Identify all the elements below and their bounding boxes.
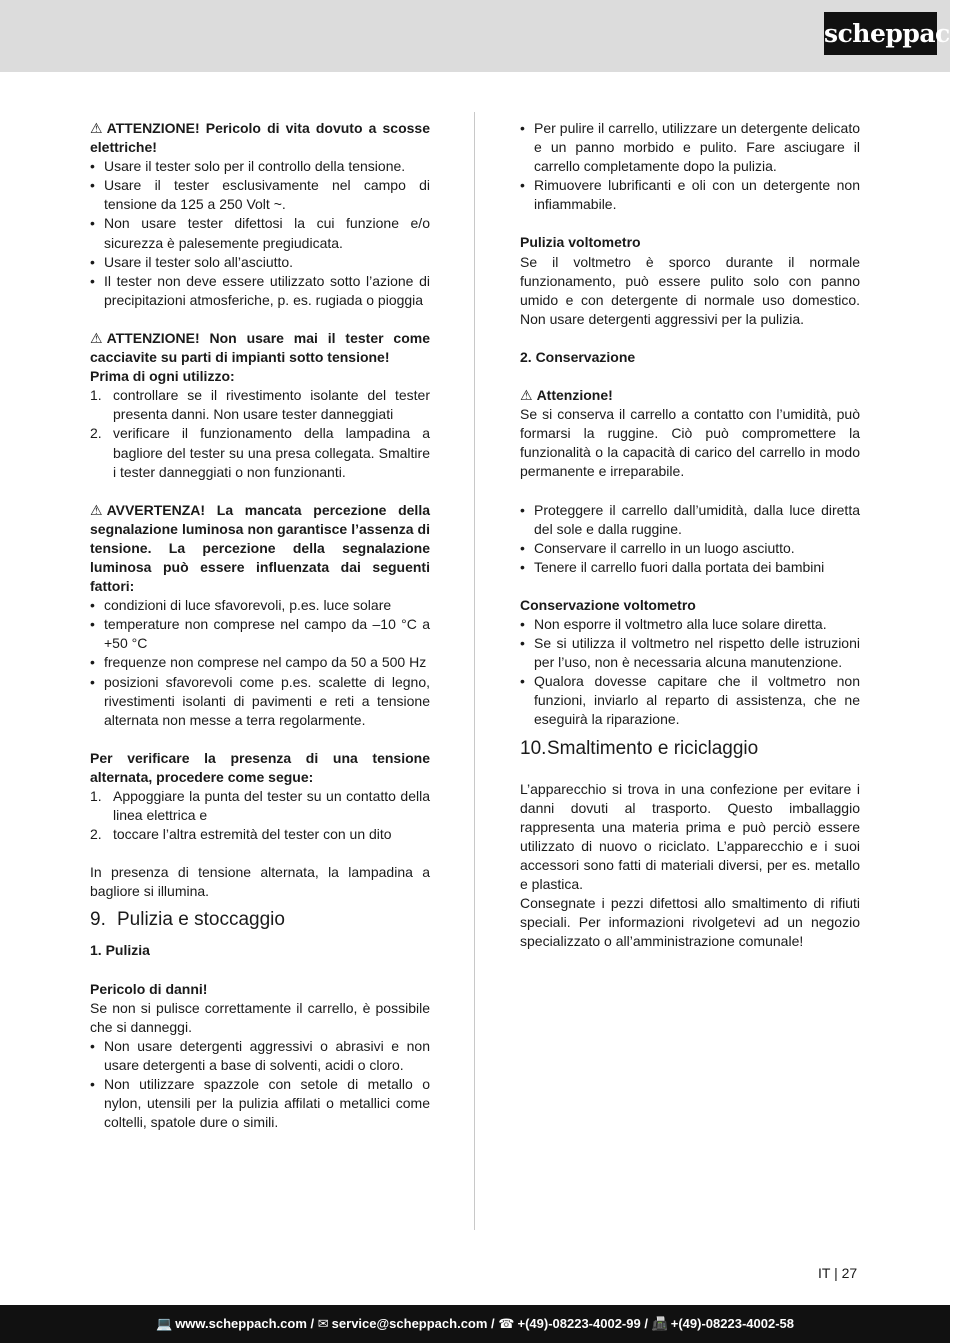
before-use-list — [90, 386, 430, 481]
list-item: • temperature non comprese nel campo da –10 °C a +50 °C — [90, 615, 430, 653]
left-column — [90, 119, 430, 1132]
footer-bar — [0, 1305, 950, 1343]
list-item: 1. Appoggiare la punta del tester su un contatto della linea elettrica e — [90, 788, 430, 824]
cleaning-donts-list — [90, 1037, 430, 1132]
warning-triangle-icon: ⚠ — [520, 387, 533, 404]
list-item: • Usare il tester solo per il controllo della tensione. — [90, 157, 430, 176]
voltmeter-storage-list — [520, 615, 860, 730]
header-bar — [0, 0, 950, 72]
warning-light-signal: ⚠ AVVERTENZA! La mancata percezione della segnalazione luminosa non garantisce l’assenza di tensione. La percezione della segnalazione luminosa può essere influenzata dai seguenti fattori: — [90, 501, 430, 595]
list-item: • Non esporre il voltmetro alla luce solare diretta. — [520, 615, 860, 634]
list-item: • Se si utilizza il voltmetro nel rispetto delle istruzioni per l’uso, non è necessaria alcuna manutenzione. — [520, 634, 860, 672]
list-item: • Non utilizzare spazzole con setole di metallo o nylon, utensili per la pulizia affilati o metallici come coltelli, spatole dure o simili. — [90, 1075, 430, 1132]
voltmeter-cleaning-text: Se il voltmetro è sporco durante il normale funzionamento, può essere pulito solo con panno umido e con detergente di normale uso domestico. Non usare detergenti aggressivi per la pulizia. — [520, 253, 860, 327]
list-item: • Non usare tester difettosi la cui funzione e/o sicurezza è palesemente pregiudicata. — [90, 214, 430, 252]
list-item: • posizioni sfavorevoli come p.es. scalette di legno, rivestimenti isolanti di pavimenti e reti a tensione alternata non messe a terra regolarmente. — [90, 673, 430, 730]
list-item: 1. controllare se il rivestimento isolante del tester presenta danni. Non usare tester danneggiati — [90, 387, 430, 423]
attention-heading: ⚠ Attenzione! — [520, 386, 860, 405]
attention-text: Se si conserva il carrello a contatto con l’umidità, può formarsi la ruggine. Ciò può compromettere la funzionalità o la capacità di carico del carrello in modo permanente e irreparabile. — [520, 406, 860, 480]
disposal-paragraph-1: L’apparecchio si trova in una confezione per evitare i danni dovuti al trasporto. Questo imballaggio rappresenta una materia prima e può perciò essere utilizzato di nuovo o riciclato. L’apparecchio e i suoi accessori sono fatti di materiali diversi, per es. metallo e plastica. — [520, 780, 860, 892]
list-item: 2. toccare l’altra estremità del tester con un dito — [90, 826, 392, 843]
scheppach-logo: scheppach — [824, 12, 937, 55]
verify-voltage-list — [90, 787, 430, 844]
subsection-storage-heading: 2. Conservazione — [520, 348, 636, 365]
list-item: 2. verificare il funzionamento della lampadina a bagliore del tester su una presa collegata. Smaltire i tester danneggiati o non funzionanti. — [90, 425, 430, 480]
computer-icon: 💻 — [156, 1316, 173, 1331]
list-item: • Conservare il carrello in un luogo asciutto. — [520, 539, 860, 558]
list-item: • Rimuovere lubrificanti e oli con un detergente non infiammabile. — [520, 176, 860, 214]
warning-3-list — [90, 596, 430, 730]
before-use-heading: Prima di ogni utilizzo: — [90, 368, 235, 385]
voltmeter-cleaning-heading: Pulizia voltometro — [520, 234, 641, 251]
verify-voltage-heading: Per verificare la presenza di una tensione alternata, procedere come segue: — [90, 749, 430, 785]
section-10-heading: 10.Smaltimento e riciclaggio — [520, 737, 759, 759]
cleaning-dos-list — [520, 119, 860, 214]
phone-number: +(49)-08223-4002-99 / — [517, 1316, 648, 1331]
right-column — [520, 119, 860, 951]
list-item: • Non usare detergenti aggressivi o abrasivi e non usare detergenti a base di solventi, acidi o cloro. — [90, 1037, 430, 1075]
warning-electric-shock: ⚠ ATTENZIONE! Pericolo di vita dovuto a scosse elettriche! — [90, 120, 430, 156]
list-item: • Il tester non deve essere utilizzato sotto l’azione di precipitazioni atmosferiche, p. es. rugiada o pioggia — [90, 272, 430, 310]
storage-list — [520, 501, 860, 577]
list-item: • Usare il tester solo all’asciutto. — [90, 253, 430, 272]
fax-number: +(49)-08223-4002-58 — [670, 1316, 794, 1331]
email-link[interactable]: service@scheppach.com / — [331, 1316, 495, 1331]
phone-icon: ☎ — [498, 1316, 515, 1331]
disposal-paragraph-2: Consegnate i pezzi difettosi allo smaltimento di rifiuti speciali. Per informazioni rivolgetevi ad un negozio specializzato o all’amministrazione comunale! — [520, 895, 860, 950]
list-item: • frequenze non comprese nel campo da 50 a 500 Hz — [90, 653, 430, 672]
page-number: IT | 27 — [818, 1265, 858, 1281]
column-divider — [474, 112, 475, 1230]
section-9-heading: 9. Pulizia e stoccaggio — [90, 909, 285, 931]
warning-screwdriver: ⚠ ATTENZIONE! Non usare mai il tester come cacciavite su parti di impianti sotto tensione! — [90, 329, 430, 366]
damage-danger-heading: Pericolo di danni! — [90, 980, 208, 997]
website-link[interactable]: www.scheppach.com / — [175, 1316, 315, 1331]
subsection-cleaning-heading: 1. Pulizia — [90, 942, 150, 959]
verify-result-text: In presenza di tensione alternata, la lampadina a bagliore si illumina. — [90, 864, 430, 900]
list-item: • condizioni di luce sfavorevoli, p.es. luce solare — [90, 596, 430, 615]
list-item: • Proteggere il carrello dall’umidità, dalla luce diretta del sole e dalla ruggine. — [520, 501, 860, 539]
fax-icon: 📠 — [651, 1316, 668, 1331]
warning-triangle-icon: ⚠ — [90, 329, 103, 346]
warning-triangle-icon: ⚠ — [90, 501, 103, 518]
voltmeter-storage-heading: Conservazione voltometro — [520, 596, 696, 613]
email-icon: ✉ — [317, 1316, 329, 1331]
list-item: • Tenere il carrello fuori dalla portata dei bambini — [520, 558, 860, 577]
list-item: • Usare il tester esclusivamente nel campo di tensione da 125 a 250 Volt ~. — [90, 176, 430, 214]
warning-1-list — [90, 157, 430, 310]
list-item: • Qualora dovesse capitare che il voltmetro non funzioni, inviarlo al reparto di assistenza, che ne eseguirà la riparazione. — [520, 672, 860, 729]
warning-triangle-icon: ⚠ — [90, 120, 103, 136]
list-item: • Per pulire il carrello, utilizzare un detergente delicato e un panno morbido e pulito. Fare asciugare il carrello completamente dopo la pulizia. — [520, 119, 860, 176]
damage-danger-text: Se non si pulisce correttamente il carrello, è possibile che si danneggi. — [90, 999, 430, 1035]
